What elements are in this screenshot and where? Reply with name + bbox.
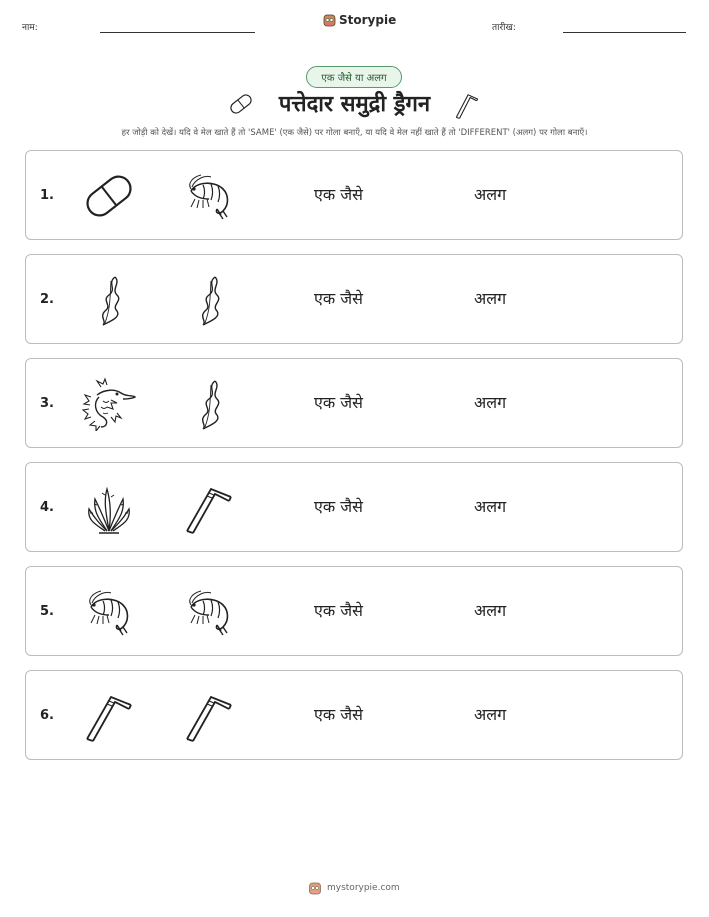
straw-icon	[81, 689, 137, 743]
footer-url[interactable]: mystorypie.com	[327, 883, 400, 893]
question-row-2	[25, 254, 683, 344]
brand-logo	[323, 13, 396, 27]
shrimp-icon	[181, 585, 237, 639]
question-row-1	[25, 150, 683, 240]
option-different[interactable]: अलग	[474, 185, 507, 204]
kelp-leaf-icon	[181, 377, 237, 431]
option-different[interactable]: अलग	[474, 601, 507, 620]
worksheet-title: पत्तेदार समुद्री ड्रैगन	[278, 92, 431, 117]
pill-icon	[81, 169, 137, 223]
option-same[interactable]: एक जैसे	[314, 185, 363, 204]
question-number: 3.	[40, 396, 54, 411]
question-row-5	[25, 566, 683, 656]
brand-name: Storypie	[339, 13, 397, 27]
straw-icon	[181, 481, 237, 535]
option-same[interactable]: एक जैसे	[314, 289, 363, 308]
option-different[interactable]: अलग	[474, 705, 507, 724]
kelp-leaf-icon	[181, 273, 237, 327]
date-label: तारीख:	[492, 23, 516, 33]
footer	[308, 881, 400, 895]
name-line	[100, 32, 255, 33]
option-different[interactable]: अलग	[474, 497, 507, 516]
option-same[interactable]: एक जैसे	[314, 705, 363, 724]
question-row-6	[25, 670, 683, 760]
storypie-mascot-icon	[323, 13, 336, 27]
option-different[interactable]: अलग	[474, 289, 507, 308]
leafy-sea-dragon-icon	[81, 377, 137, 431]
question-number: 6.	[40, 708, 54, 723]
question-number: 5.	[40, 604, 54, 619]
question-number: 2.	[40, 292, 54, 307]
shrimp-icon	[181, 169, 237, 223]
worksheet-type-badge: एक जैसे या अलग	[306, 66, 402, 88]
shrimp-icon	[81, 585, 137, 639]
straw-icon	[181, 689, 237, 743]
instructions: हर जोड़ी को देखें। यदि वे मेल खाते हैं तो 'SAME' (एक जैसे) पर गोला बनाएँ, या यदि वे मेल नहीं खाते हैं तो 'DIFFERENT' (अलग) पर गोला बनाएँ।	[121, 128, 588, 138]
question-row-3	[25, 358, 683, 448]
option-different[interactable]: अलग	[474, 393, 507, 412]
question-number: 4.	[40, 500, 54, 515]
straw-icon	[452, 90, 482, 124]
seaweed-icon	[81, 481, 137, 535]
name-label: नाम:	[22, 23, 38, 33]
option-same[interactable]: एक जैसे	[314, 497, 363, 516]
question-row-4	[25, 462, 683, 552]
question-number: 1.	[40, 188, 54, 203]
option-same[interactable]: एक जैसे	[314, 393, 363, 412]
option-same[interactable]: एक जैसे	[314, 601, 363, 620]
storypie-mascot-icon	[308, 881, 322, 895]
date-line	[563, 32, 686, 33]
kelp-leaf-icon	[81, 273, 137, 327]
